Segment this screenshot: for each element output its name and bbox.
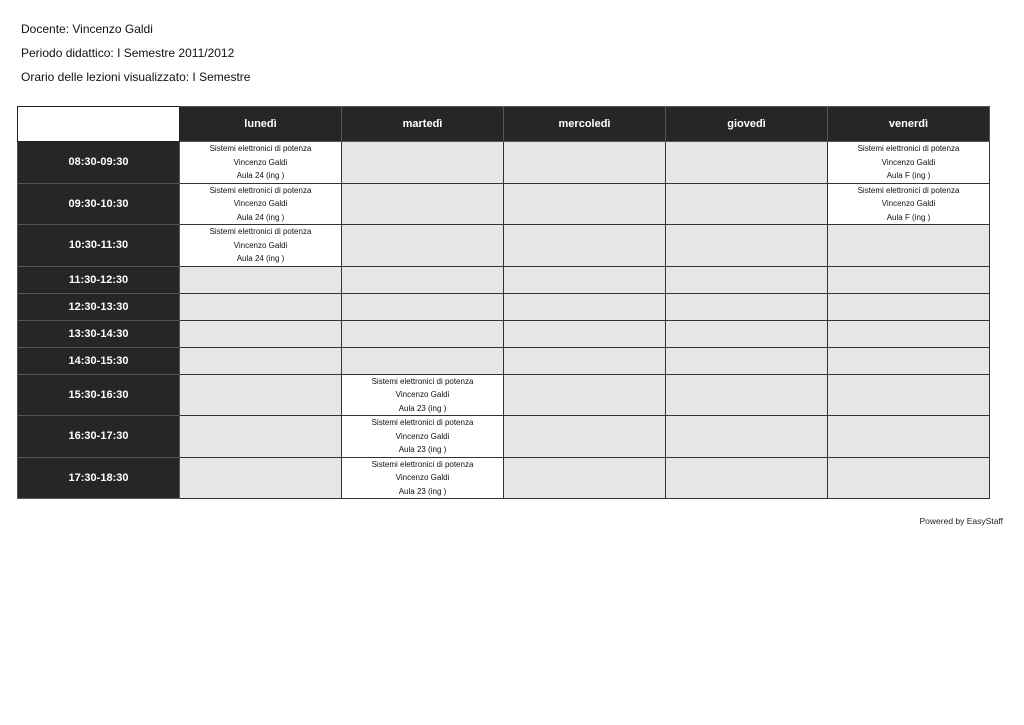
- lesson-room: Aula F (ing ): [886, 212, 931, 222]
- timetable-body: [18, 142, 990, 499]
- lesson-cell: [180, 142, 342, 184]
- empty-cell: [504, 183, 666, 225]
- empty-cell: [342, 347, 504, 374]
- lesson-block: [180, 225, 341, 266]
- empty-cell: [828, 293, 990, 320]
- lesson-room: Aula 23 (ing ): [398, 445, 447, 454]
- empty-cell: [180, 293, 342, 320]
- lesson-block: [342, 458, 503, 499]
- empty-cell: [828, 225, 990, 267]
- empty-cell: [666, 183, 828, 225]
- empty-cell: [180, 266, 342, 293]
- empty-cell: [828, 347, 990, 374]
- lesson-course: Sistemi elettronici di potenza: [371, 418, 474, 427]
- empty-cell: [342, 142, 504, 184]
- empty-cell: [504, 293, 666, 320]
- lesson-teacher: Vincenzo Galdi: [881, 157, 936, 167]
- day-header: lunedì: [180, 107, 342, 142]
- time-slot-label: 13:30-14:30: [18, 320, 180, 347]
- empty-cell: [666, 347, 828, 374]
- empty-cell: [504, 347, 666, 374]
- table-row: [18, 347, 990, 374]
- lesson-course: Sistemi elettronici di potenza: [371, 459, 474, 469]
- empty-cell: [828, 374, 990, 416]
- lesson-course: Sistemi elettronici di potenza: [209, 185, 312, 195]
- lesson-room: Aula 24 (ing ): [236, 171, 285, 180]
- lesson-block: [342, 375, 503, 416]
- empty-cell: [504, 320, 666, 347]
- lesson-teacher: Vincenzo Galdi: [395, 390, 450, 399]
- time-slot-label: 14:30-15:30: [18, 347, 180, 374]
- table-row: [18, 293, 990, 320]
- empty-cell: [504, 374, 666, 416]
- lesson-cell: [342, 416, 504, 458]
- orario-value: I Semestre: [192, 70, 251, 84]
- empty-cell: [828, 266, 990, 293]
- empty-cell: [342, 183, 504, 225]
- lesson-room: Aula 24 (ing ): [236, 254, 285, 263]
- lesson-cell: [342, 457, 504, 499]
- lesson-block: [180, 184, 341, 225]
- time-slot-label: 12:30-13:30: [18, 293, 180, 320]
- periodo-line: [21, 46, 234, 60]
- day-header: mercoledì: [504, 107, 666, 142]
- empty-cell: [504, 457, 666, 499]
- empty-cell: [666, 293, 828, 320]
- empty-cell: [342, 293, 504, 320]
- empty-cell: [180, 457, 342, 499]
- lesson-cell: [180, 183, 342, 225]
- time-slot-label: 09:30-10:30: [18, 183, 180, 225]
- footer-credit: Powered by EasyStaff: [919, 516, 1003, 526]
- lesson-block: [828, 184, 989, 225]
- empty-cell: [342, 225, 504, 267]
- table-row: [18, 374, 990, 416]
- timetable: [17, 106, 990, 499]
- time-slot-label: 08:30-09:30: [18, 142, 180, 184]
- time-slot-label: 17:30-18:30: [18, 457, 180, 499]
- lesson-teacher: Vincenzo Galdi: [395, 431, 450, 441]
- lesson-course: Sistemi elettronici di potenza: [857, 185, 960, 195]
- lesson-block: [180, 142, 341, 183]
- orario-label: Orario delle lezioni visualizzato:: [21, 70, 190, 84]
- empty-cell: [666, 374, 828, 416]
- lesson-room: Aula 23 (ing ): [398, 486, 447, 496]
- orario-line: [21, 70, 250, 84]
- docente-name: Vincenzo Galdi: [72, 22, 153, 36]
- periodo-value: I Semestre 2011/2012: [117, 46, 235, 60]
- empty-cell: [180, 374, 342, 416]
- lesson-cell: [342, 374, 504, 416]
- empty-cell: [180, 416, 342, 458]
- lesson-block: [342, 416, 503, 457]
- day-header: martedì: [342, 107, 504, 142]
- table-row: [18, 457, 990, 499]
- table-row: [18, 320, 990, 347]
- lesson-teacher: Vincenzo Galdi: [395, 473, 450, 482]
- lesson-cell: [828, 183, 990, 225]
- empty-cell: [666, 416, 828, 458]
- table-row: [18, 225, 990, 267]
- empty-cell: [666, 266, 828, 293]
- empty-cell: [828, 320, 990, 347]
- lesson-teacher: Vincenzo Galdi: [881, 199, 936, 208]
- lesson-course: Sistemi elettronici di potenza: [209, 144, 312, 153]
- empty-cell: [666, 225, 828, 267]
- lesson-teacher: Vincenzo Galdi: [233, 240, 288, 250]
- lesson-course: Sistemi elettronici di potenza: [857, 144, 960, 153]
- empty-cell: [342, 266, 504, 293]
- lesson-room: Aula 24 (ing ): [236, 212, 285, 222]
- empty-cell: [180, 347, 342, 374]
- lesson-cell: [828, 142, 990, 184]
- empty-cell: [504, 266, 666, 293]
- table-row: [18, 142, 990, 184]
- lesson-teacher: Vincenzo Galdi: [233, 157, 288, 167]
- empty-cell: [504, 142, 666, 184]
- lesson-teacher: Vincenzo Galdi: [233, 199, 288, 208]
- lesson-cell: [180, 225, 342, 267]
- docente-label: Docente:: [21, 22, 70, 36]
- lesson-course: Sistemi elettronici di potenza: [209, 227, 312, 236]
- empty-cell: [504, 225, 666, 267]
- day-header: giovedì: [666, 107, 828, 142]
- time-slot-label: 11:30-12:30: [18, 266, 180, 293]
- empty-cell: [504, 416, 666, 458]
- day-header-row: [18, 107, 990, 142]
- corner-cell: [18, 107, 180, 142]
- periodo-label: Periodo didattico:: [21, 46, 114, 60]
- empty-cell: [666, 142, 828, 184]
- time-slot-label: 15:30-16:30: [18, 374, 180, 416]
- table-row: [18, 183, 990, 225]
- docente-line: [21, 22, 153, 36]
- time-slot-label: 10:30-11:30: [18, 225, 180, 267]
- lesson-course: Sistemi elettronici di potenza: [371, 376, 474, 386]
- empty-cell: [666, 320, 828, 347]
- empty-cell: [828, 457, 990, 499]
- empty-cell: [342, 320, 504, 347]
- time-slot-label: 16:30-17:30: [18, 416, 180, 458]
- lesson-room: Aula 23 (ing ): [398, 403, 447, 413]
- empty-cell: [828, 416, 990, 458]
- day-header: venerdì: [828, 107, 990, 142]
- empty-cell: [180, 320, 342, 347]
- table-row: [18, 266, 990, 293]
- table-row: [18, 416, 990, 458]
- lesson-block: [828, 142, 989, 183]
- empty-cell: [666, 457, 828, 499]
- lesson-room: Aula F (ing ): [886, 171, 931, 180]
